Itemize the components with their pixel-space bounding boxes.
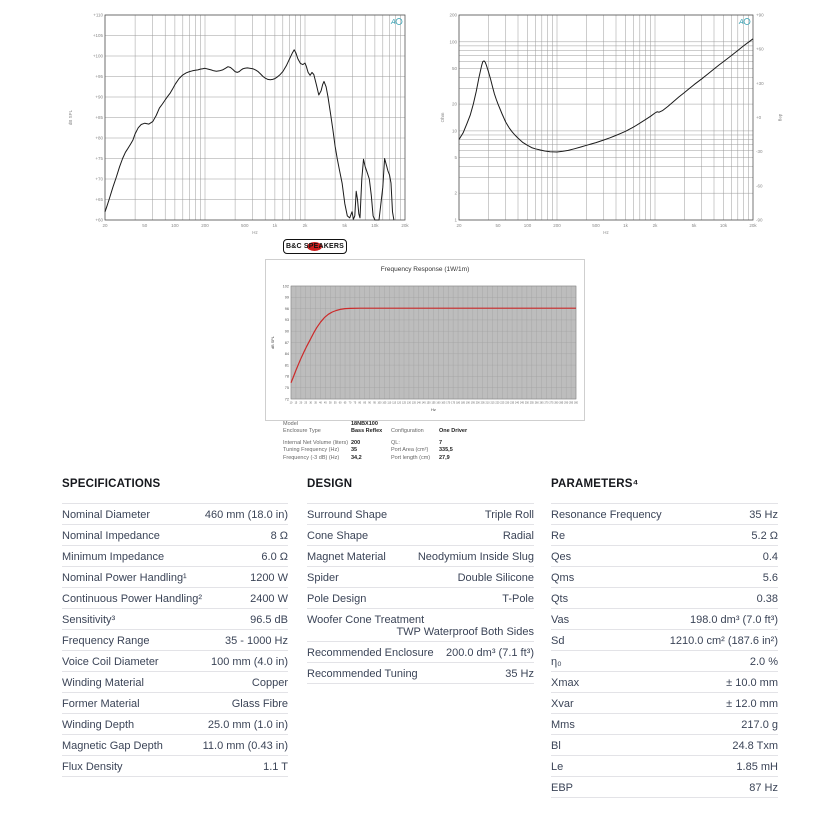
row-label: Nominal Power Handling¹ xyxy=(62,571,187,584)
enclosure-response-panel xyxy=(265,259,585,421)
row-value: 5.6 xyxy=(762,571,778,584)
enc-label: Port length (cm) xyxy=(391,454,431,461)
svg-text:50: 50 xyxy=(328,401,332,405)
spec-row xyxy=(62,588,288,609)
enc-label xyxy=(391,421,439,428)
svg-text:160: 160 xyxy=(436,401,441,405)
row-label: η₀ xyxy=(551,655,562,668)
svg-text:100: 100 xyxy=(171,223,179,228)
row-value: Radial xyxy=(502,529,534,542)
row-label: Bl xyxy=(551,739,561,752)
svg-text:-90: -90 xyxy=(756,217,763,223)
svg-text:195: 195 xyxy=(470,401,475,405)
svg-text:+65: +65 xyxy=(95,197,103,202)
svg-text:175: 175 xyxy=(451,401,456,405)
spec-row xyxy=(551,735,778,756)
svg-text:170: 170 xyxy=(446,401,451,405)
svg-text:A: A xyxy=(391,19,396,26)
svg-text:140: 140 xyxy=(416,401,421,405)
svg-text:500: 500 xyxy=(592,223,600,228)
spec-row xyxy=(307,567,534,588)
row-label: Woofer Cone Treatment xyxy=(307,613,425,626)
svg-text:115: 115 xyxy=(392,401,397,405)
clio-logo xyxy=(738,19,750,27)
svg-text:40: 40 xyxy=(319,401,322,405)
spec-row xyxy=(551,504,778,525)
svg-text:225: 225 xyxy=(500,401,505,405)
svg-text:500: 500 xyxy=(241,223,249,228)
spec-row xyxy=(307,504,534,525)
row-label: Le xyxy=(551,760,564,773)
spec-row xyxy=(551,525,778,546)
svg-text:200: 200 xyxy=(553,223,561,228)
svg-text:275: 275 xyxy=(549,401,554,405)
spl-frequency-response-chart xyxy=(60,5,420,235)
svg-text:50: 50 xyxy=(451,66,457,72)
svg-text:210: 210 xyxy=(485,401,490,405)
svg-text:50: 50 xyxy=(495,223,501,228)
svg-text:+90: +90 xyxy=(95,94,103,100)
svg-text:+110: +110 xyxy=(93,12,103,18)
svg-text:200: 200 xyxy=(475,401,480,405)
svg-text:270: 270 xyxy=(544,401,549,405)
row-value: 35 Hz xyxy=(749,508,778,521)
spec-row xyxy=(62,525,288,546)
svg-text:105: 105 xyxy=(382,401,387,405)
svg-text:70: 70 xyxy=(348,401,352,405)
svg-text:20: 20 xyxy=(102,223,108,228)
svg-text:20: 20 xyxy=(299,401,303,405)
row-label: Qts xyxy=(551,592,569,605)
svg-text:230: 230 xyxy=(505,401,510,405)
spec-row xyxy=(551,714,778,735)
row-value: 5.2 Ω xyxy=(751,529,778,542)
svg-text:280: 280 xyxy=(554,401,559,405)
enclosure-chart-title: Frequency Response (1W/1m) xyxy=(380,266,470,273)
svg-text:5: 5 xyxy=(454,155,457,161)
row-label: Qes xyxy=(551,550,572,563)
svg-text:96: 96 xyxy=(284,306,289,311)
svg-text:25: 25 xyxy=(304,401,308,405)
row-value: 100 mm (4.0 in) xyxy=(210,655,288,668)
parameters-rows xyxy=(551,503,778,798)
svg-text:Hz: Hz xyxy=(252,230,258,235)
row-value: 87 Hz xyxy=(749,781,778,794)
enclosure-table-row xyxy=(283,455,513,462)
row-value: ± 10.0 mm xyxy=(726,676,778,689)
svg-text:200: 200 xyxy=(201,223,209,228)
svg-text:35: 35 xyxy=(314,401,317,405)
svg-text:72: 72 xyxy=(284,397,289,402)
svg-text:55: 55 xyxy=(333,401,337,405)
svg-text:100: 100 xyxy=(523,223,532,228)
spec-row xyxy=(551,588,778,609)
row-label: Cone Shape xyxy=(307,529,369,542)
svg-text:220: 220 xyxy=(495,401,500,405)
row-value: 460 mm (18.0 in) xyxy=(204,508,288,521)
enclosure-frequency-response-chart xyxy=(266,278,584,416)
svg-text:2k: 2k xyxy=(652,223,658,228)
svg-text:102: 102 xyxy=(282,284,289,289)
svg-text:+95: +95 xyxy=(95,74,103,79)
row-label: Recommended Enclosure xyxy=(307,646,434,659)
spec-row xyxy=(551,777,778,798)
svg-text:Hz: Hz xyxy=(603,230,609,235)
svg-text:300: 300 xyxy=(574,401,578,405)
spec-row xyxy=(307,642,534,663)
design-section xyxy=(307,478,534,684)
spec-row xyxy=(551,609,778,630)
row-value: 217.0 g xyxy=(741,718,778,731)
svg-text:245: 245 xyxy=(519,401,524,405)
row-label: Winding Material xyxy=(62,676,144,689)
svg-text:10k: 10k xyxy=(371,223,379,228)
row-label: EBP xyxy=(551,781,574,794)
row-value: 35 - 1000 Hz xyxy=(225,634,288,647)
svg-text:60: 60 xyxy=(338,401,342,405)
row-value: 25.0 mm (1.0 in) xyxy=(207,718,288,731)
spec-row xyxy=(551,546,778,567)
spec-row xyxy=(62,630,288,651)
row-label: Voice Coil Diameter xyxy=(62,655,159,668)
svg-text:+80: +80 xyxy=(95,135,103,141)
row-value: 200.0 dm³ (7.1 ft³) xyxy=(445,646,534,659)
svg-text:130: 130 xyxy=(406,401,411,405)
spec-row xyxy=(307,525,534,546)
row-value: 96.5 dB xyxy=(250,613,288,626)
svg-text:65: 65 xyxy=(343,401,347,405)
svg-text:240: 240 xyxy=(515,401,520,405)
spec-row xyxy=(62,693,288,714)
enc-label: Port Area (cm²) xyxy=(391,447,429,454)
spec-row xyxy=(62,735,288,756)
row-value: 1200 W xyxy=(250,571,288,584)
svg-text:+30: +30 xyxy=(756,80,764,86)
row-value: 24.8 Txm xyxy=(732,739,778,752)
enc-value: 27,9 xyxy=(439,454,450,461)
spec-row xyxy=(62,546,288,567)
svg-text:+60: +60 xyxy=(95,217,103,223)
svg-text:+70: +70 xyxy=(95,176,103,182)
svg-text:1k: 1k xyxy=(272,223,278,228)
svg-text:200: 200 xyxy=(449,12,457,18)
enc-label: Tuning Frequency (Hz) xyxy=(283,447,340,454)
svg-text:+75: +75 xyxy=(95,156,103,161)
row-label: Pole Design xyxy=(307,592,367,605)
logo-text: B&C SPEAKERS xyxy=(285,243,345,250)
row-label: Sensitivity³ xyxy=(62,613,116,626)
svg-text:185: 185 xyxy=(460,401,465,405)
spec-row xyxy=(62,651,288,672)
section-title-parameters: PARAMETERS⁴ xyxy=(551,478,639,490)
svg-text:80: 80 xyxy=(358,401,362,405)
svg-text:81: 81 xyxy=(284,363,289,368)
enc-value: 7 xyxy=(439,439,443,446)
row-value: 8 Ω xyxy=(270,529,288,542)
enc-value: 335,5 xyxy=(439,447,453,454)
svg-text:10: 10 xyxy=(289,401,293,405)
section-title-specifications: SPECIFICATIONS xyxy=(62,478,161,490)
svg-text:-30: -30 xyxy=(756,149,763,155)
svg-text:A: A xyxy=(739,19,744,26)
row-value: T-Pole xyxy=(502,592,534,605)
row-label: Xmax xyxy=(551,676,580,689)
svg-text:10k: 10k xyxy=(719,223,728,228)
row-label: Resonance Frequency xyxy=(551,508,662,521)
svg-text:deg: deg xyxy=(778,113,783,122)
row-value: ± 12.0 mm xyxy=(726,697,778,710)
specifications-rows xyxy=(62,503,288,777)
svg-text:+85: +85 xyxy=(95,115,103,120)
row-value: Triple Roll xyxy=(484,508,534,521)
svg-text:250: 250 xyxy=(524,401,529,405)
enc-value: Bass Reflex xyxy=(351,428,383,435)
svg-text:75: 75 xyxy=(284,386,289,390)
row-label: Sd xyxy=(551,634,565,647)
svg-text:215: 215 xyxy=(490,401,495,405)
row-value: 198.0 dm³ (7.0 ft³) xyxy=(689,613,778,626)
row-value: 1.85 mH xyxy=(736,760,778,773)
row-label: Continuous Power Handling² xyxy=(62,592,203,605)
svg-text:100: 100 xyxy=(449,39,457,45)
spec-row xyxy=(62,609,288,630)
svg-text:2k: 2k xyxy=(302,223,308,228)
svg-text:5k: 5k xyxy=(691,223,697,228)
svg-text:180: 180 xyxy=(456,401,461,405)
row-label: Frequency Range xyxy=(62,634,150,647)
row-label: Nominal Diameter xyxy=(62,508,151,521)
svg-text:dB SPL: dB SPL xyxy=(271,336,275,349)
row-value: 0.4 xyxy=(762,550,778,563)
spec-row xyxy=(551,756,778,777)
enc-label: Internal Net Volume (liters) xyxy=(283,439,349,446)
enc-value xyxy=(439,421,513,428)
svg-text:110: 110 xyxy=(387,401,392,405)
svg-text:155: 155 xyxy=(431,401,436,405)
row-value: 0.38 xyxy=(756,592,778,605)
row-label: Re xyxy=(551,529,566,542)
spec-row xyxy=(62,672,288,693)
svg-text:90: 90 xyxy=(284,329,289,334)
svg-text:78: 78 xyxy=(284,374,289,379)
enc-label: Enclosure Type xyxy=(283,428,321,435)
row-label: Mms xyxy=(551,718,575,731)
row-label: Flux Density xyxy=(62,760,123,773)
svg-text:dB SPL: dB SPL xyxy=(68,109,73,126)
row-label: Magnet Material xyxy=(307,550,386,563)
row-value: 2.0 % xyxy=(749,655,778,668)
svg-text:20: 20 xyxy=(456,223,462,228)
spec-row xyxy=(62,567,288,588)
row-value: 1210.0 cm² (187.6 in²) xyxy=(669,634,778,647)
svg-text:93: 93 xyxy=(284,318,289,323)
svg-text:30: 30 xyxy=(309,401,312,405)
impedance-chart xyxy=(440,5,810,235)
row-label: Xvar xyxy=(551,697,574,710)
section-title-design: DESIGN xyxy=(307,478,353,490)
svg-text:255: 255 xyxy=(529,401,534,405)
row-value: 1.1 T xyxy=(263,760,288,773)
design-rows xyxy=(307,503,534,684)
row-label: Winding Depth xyxy=(62,718,135,731)
enclosure-table-row xyxy=(283,440,513,447)
svg-text:265: 265 xyxy=(539,401,544,405)
svg-text:100: 100 xyxy=(377,401,382,405)
svg-text:290: 290 xyxy=(564,401,569,405)
svg-text:+90: +90 xyxy=(756,12,764,18)
svg-text:-60: -60 xyxy=(756,183,763,189)
enc-label: Configuration xyxy=(391,428,424,435)
svg-text:45: 45 xyxy=(324,401,327,405)
svg-text:20: 20 xyxy=(451,101,457,107)
svg-text:190: 190 xyxy=(465,401,470,405)
svg-text:84: 84 xyxy=(284,352,289,357)
spec-row xyxy=(62,756,288,777)
svg-text:+0: +0 xyxy=(756,115,762,120)
row-value: 35 Hz xyxy=(505,667,534,680)
svg-text:+60: +60 xyxy=(756,46,764,52)
svg-text:85: 85 xyxy=(363,401,367,405)
svg-text:145: 145 xyxy=(421,401,426,405)
row-label: Spider xyxy=(307,571,339,584)
svg-text:87: 87 xyxy=(284,340,289,345)
svg-text:295: 295 xyxy=(569,401,574,405)
svg-text:2: 2 xyxy=(454,190,457,196)
svg-text:15: 15 xyxy=(294,401,298,405)
enc-label: QL: xyxy=(391,439,400,446)
row-value: 2400 W xyxy=(250,592,288,605)
svg-text:95: 95 xyxy=(373,401,376,405)
enclosure-table-row xyxy=(283,421,513,428)
row-value: Neodymium Inside Slug xyxy=(417,550,534,563)
svg-text:75: 75 xyxy=(353,401,357,405)
row-value: Glass Fibre xyxy=(231,697,288,710)
spec-row xyxy=(307,609,534,642)
svg-text:285: 285 xyxy=(559,401,564,405)
enc-value: One Driver xyxy=(439,428,468,435)
row-label: Surround Shape xyxy=(307,508,388,521)
spec-row xyxy=(551,651,778,672)
spec-row xyxy=(62,504,288,525)
svg-text:20k: 20k xyxy=(401,223,409,228)
enc-value: 200 xyxy=(351,439,361,446)
svg-text:165: 165 xyxy=(441,401,446,405)
svg-text:260: 260 xyxy=(534,401,539,405)
row-label: Former Material xyxy=(62,697,140,710)
row-label: Vas xyxy=(551,613,570,626)
svg-text:1k: 1k xyxy=(623,223,628,228)
svg-text:50: 50 xyxy=(142,223,148,228)
spec-row xyxy=(551,630,778,651)
svg-text:135: 135 xyxy=(411,401,416,405)
enclosure-table-row xyxy=(283,428,513,435)
row-value: TWP Waterproof Both Sides xyxy=(396,625,534,638)
bc-speakers-logo xyxy=(283,239,347,254)
svg-text:Ohm: Ohm xyxy=(440,112,445,123)
svg-text:20k: 20k xyxy=(749,223,757,228)
enc-label: Model xyxy=(283,421,298,427)
row-label: Recommended Tuning xyxy=(307,667,418,680)
row-label: Minimum Impedance xyxy=(62,550,165,563)
enc-value: 35 xyxy=(351,447,358,454)
row-label: Nominal Impedance xyxy=(62,529,160,542)
svg-text:90: 90 xyxy=(368,401,371,405)
enc-value: 18NBX100 xyxy=(351,421,378,427)
svg-text:10: 10 xyxy=(451,128,457,134)
enclosure-table-row xyxy=(283,447,513,454)
row-label: Magnetic Gap Depth xyxy=(62,739,163,752)
row-value: 11.0 mm (0.43 in) xyxy=(202,739,288,752)
enclosure-design-table xyxy=(283,421,513,462)
row-value: Copper xyxy=(251,676,288,689)
spec-row xyxy=(62,714,288,735)
spec-row xyxy=(551,693,778,714)
parameters-section xyxy=(551,478,778,798)
spec-row xyxy=(551,567,778,588)
spec-row xyxy=(307,663,534,684)
svg-text:99: 99 xyxy=(284,295,289,300)
svg-text:1: 1 xyxy=(454,217,457,223)
row-value: 6.0 Ω xyxy=(261,550,288,563)
enc-value: 34,2 xyxy=(351,454,362,461)
spec-row xyxy=(551,672,778,693)
enc-label: Frequency (-3 dB) (Hz) xyxy=(283,454,340,461)
svg-text:150: 150 xyxy=(426,401,431,405)
svg-text:+105: +105 xyxy=(92,33,103,38)
svg-text:120: 120 xyxy=(397,401,402,405)
svg-text:235: 235 xyxy=(510,401,515,405)
svg-text:+100: +100 xyxy=(92,53,103,59)
specifications-section xyxy=(62,478,288,777)
spec-row xyxy=(307,546,534,567)
row-value: Double Silicone xyxy=(457,571,534,584)
row-label: Qms xyxy=(551,571,575,584)
svg-text:125: 125 xyxy=(402,401,407,405)
svg-text:Hz: Hz xyxy=(431,407,436,412)
spec-row xyxy=(307,588,534,609)
svg-text:5k: 5k xyxy=(342,223,348,228)
svg-text:205: 205 xyxy=(480,401,485,405)
